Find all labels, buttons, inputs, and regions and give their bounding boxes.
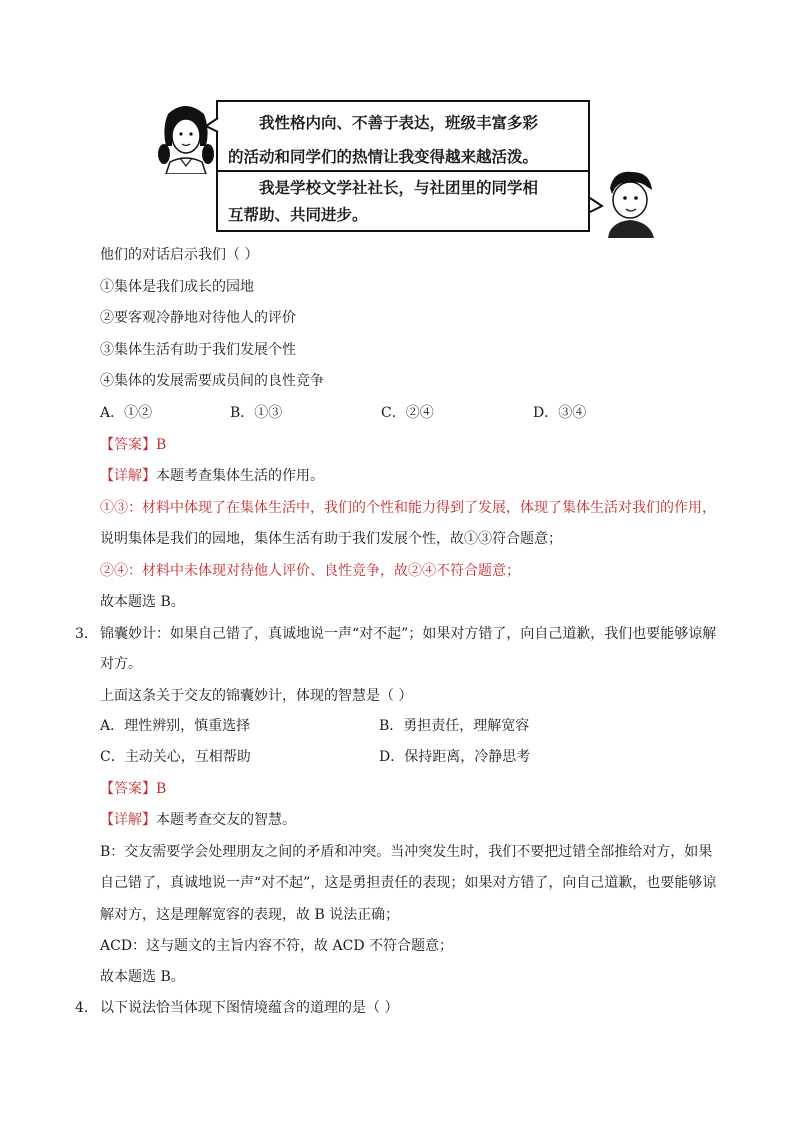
q2-item-1: ①集体是我们成长的园地 — [100, 279, 254, 295]
q2-explanation-1-line-2: 说明集体是我们的园地，集体生活有助于我们发展个性，故①③符合题意； — [100, 531, 562, 547]
boy-speech-bubble — [216, 170, 590, 232]
q3-option-d: D．保持距离，冷静思考 — [379, 749, 531, 765]
girl-bubble-tail — [204, 116, 220, 134]
q2-item-4: ④集体的发展需要成员间的良性竞争 — [100, 373, 324, 389]
girl-speech-line-2: 的活动和同学们的热情让我变得越来越活泼。 — [228, 148, 539, 166]
q3-explanation-line-4: ACD：这与题文的主旨内容不符，故 ACD 不符合题意； — [100, 938, 453, 954]
girl-speech-line-1: 我性格内向、不善于表达，班级丰富多彩 — [259, 114, 539, 132]
q2-answer-tag: 【答案】 — [100, 437, 156, 453]
q4-stem: 以下说法恰当体现下图情境蕴含的道理的是（ ） — [100, 1000, 399, 1016]
q2-option-a: A．①② — [100, 405, 153, 421]
q2-detail-tag: 【详解】 — [100, 468, 156, 484]
q4-number: 4． — [75, 1000, 98, 1016]
q2-option-d: D．③④ — [533, 405, 587, 421]
q3-explanation-line-2: 自己错了，真诚地说一声“对不起”，这是勇担责任的表现；如果对方错了，向自己道歉，也要能够谅 — [100, 875, 717, 891]
q2-option-b: B．①③ — [230, 405, 283, 421]
q3-stem-line-1: 锦囊妙计：如果自己错了，真诚地说一声“对不起”；如果对方错了，向自己道歉，我们也要能够谅解 — [100, 626, 717, 642]
q2-detail — [100, 466, 324, 486]
q3-question: 上面这条关于交友的锦囊妙计，体现的智慧是（ ） — [100, 688, 413, 704]
q2-detail-text: 本题考查集体生活的作用。 — [156, 468, 324, 484]
q3-explanation-line-3: 解对方，这是理解宽容的表现，故 B 说法正确； — [100, 907, 400, 923]
q2-answer — [100, 435, 166, 455]
q2-conclusion: 故本题选 B。 — [100, 594, 185, 610]
q3-stem-line-2: 对方。 — [100, 656, 142, 672]
q3-conclusion: 故本题选 B。 — [100, 969, 185, 985]
q3-detail-text: 本题考查交友的智慧。 — [156, 812, 296, 828]
girl-illustration — [150, 102, 220, 174]
boy-speech-line-2: 互帮助、共同进步。 — [228, 206, 368, 224]
q2-item-2: ②要客观冷静地对待他人的评价 — [100, 310, 296, 326]
q3-option-c: C．主动关心，互相帮助 — [100, 749, 251, 765]
girl-speech-bubble — [216, 100, 590, 172]
q3-answer-tag: 【答案】 — [100, 781, 156, 797]
q3-option-b: B．勇担责任，理解宽容 — [379, 718, 530, 734]
q3-answer-value: B — [156, 781, 167, 797]
boy-illustration — [598, 168, 660, 238]
boy-speech-line-1: 我是学校文学社社长，与社团里的同学相 — [259, 179, 539, 197]
q2-explanation-2: ②④：材料中未体现对待他人评价、良性竞争，故②④不符合题意； — [100, 563, 520, 579]
q3-detail — [100, 810, 296, 830]
q2-answer-value: B — [156, 437, 167, 453]
q2-item-3: ③集体生活有助于我们发展个性 — [100, 342, 296, 358]
q3-number: 3． — [75, 626, 98, 642]
q2-option-c: C．②④ — [381, 405, 434, 421]
q2-stem: 他们的对话启示我们（ ） — [100, 247, 259, 263]
q3-option-a: A．理性辨别，慎重选择 — [100, 718, 251, 734]
q3-detail-tag: 【详解】 — [100, 812, 156, 828]
q3-explanation-line-1: B：交友需要学会处理朋友之间的矛盾和冲突。当冲突发生时，我们不要把过错全部推给对方，如果 — [100, 844, 713, 860]
q2-explanation-1-line-1: ①③：材料中体现了在集体生活中，我们的个性和能力得到了发展，体现了集体生活对我们的作用， — [100, 500, 716, 516]
q3-answer — [100, 779, 166, 799]
